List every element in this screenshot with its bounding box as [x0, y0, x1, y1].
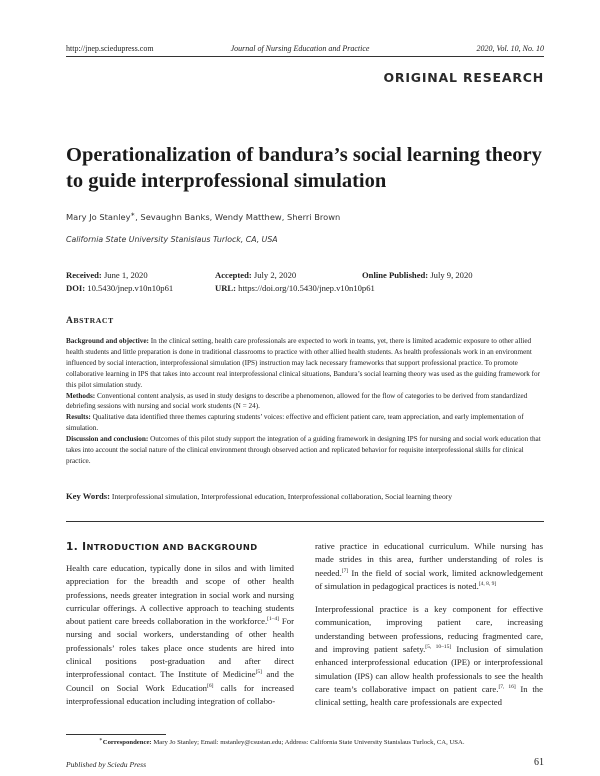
published-label: Online Published:: [362, 270, 429, 280]
url-value[interactable]: https://doi.org/10.5430/jnep.v10n10p61: [238, 283, 375, 293]
publisher: Published by Sciedu Press: [66, 760, 147, 769]
published-value: July 9, 2020: [430, 270, 473, 280]
title-line-2: to guide interprofessional simulation: [66, 170, 387, 192]
keywords-text: Interprofessional simulation, Interprofessional education, Interprofessional collaboration, Social learning theory: [111, 492, 453, 501]
article-title: [66, 142, 546, 194]
paragraph: Health care education, typically done in silos and with limited appreciation for the breadth and scope of other health professions, needs greater integration in social work and nursing curricular offerings. A collective approach to teaching students about patient care breeds collaboration in the workforce.[1–4] For nursing and social workers, understanding of other health professionals’ roles takes place once students are hired into clinical positions post-graduation and after direct interprofessional contact. The Institute of Medicine[5] and the Council on Social Work Education[6] calls for increased interprofessional education including integration of collabo-: [66, 563, 294, 706]
abstract-background: Background and objective: In the clinical setting, health care professionals are expected to work in teams, yet, there is limited academic exposure to other allied health students and little preparation is done in traditional classrooms to practice with other allied health students. As health professionals work in an environment influenced by social interaction, interprofessional simulation (IPS) instruction may lack necessary frameworks that support professional practice. To promote collaborative learning in IPS that takes into account real interprofessional clinical situations, Bandura’s social learning theory was used as the guiding framework for this pilot simulation study.: [66, 337, 541, 389]
received-label: Received:: [66, 270, 102, 280]
paragraph: Interprofessional practice is a key component for effective communication, improving patient care, increasing understanding between professions, reducing fragmented care, and improving patient safety.[5, 10–15] Inclusion of simulation enhanced interprofessional education (IPE) or interprofessional simulation (IPS) can allow health professionals to see the health care team’s collaborative impact on patient care.[7, 16] In the clinical setting, health care professionals are expected: [315, 604, 544, 708]
body-left-column: [66, 562, 294, 708]
keywords: [66, 491, 546, 501]
correspondence-footnote: ∗Correspondence: Mary Jo Stanley; Email: mstanley@csustan.edu; Address: California State University Stanislaus Turlock, CA, USA.: [99, 736, 465, 746]
section-label: ORIGINAL RESEARCH: [383, 70, 544, 85]
url-label: URL:: [215, 283, 237, 293]
accepted-date: [215, 270, 296, 280]
citation[interactable]: [7, 16]: [498, 684, 516, 691]
abstract-results: Results: Qualitative data identified three themes capturing students’ voices: effective and efficient patient care, team appreciation, and early implementation of simulation.: [66, 413, 524, 433]
article-url: [215, 283, 375, 293]
abstract-methods: Methods: Conventional content analysis, as used in study designs to describe a phenomenon, allowed for the flow of categories to be derived from standardized debriefing sessions with nursing and social work students (N = 24).: [66, 391, 528, 411]
author-rest: , Sevaughn Banks, Wendy Matthew, Sherri Brown: [135, 212, 341, 222]
author-first: Mary Jo Stanley: [66, 212, 131, 222]
correspondence-label: Correspondence:: [102, 739, 152, 746]
keywords-label: Key Words:: [66, 491, 111, 501]
citation[interactable]: [6]: [207, 682, 214, 689]
header-issue: 2020, Vol. 10, No. 10: [476, 44, 544, 53]
header-rule: [66, 56, 544, 57]
abstract-heading: ABSTRACT: [66, 316, 114, 326]
citation[interactable]: [4, 8, 9]: [478, 581, 497, 587]
citation[interactable]: [5, 10–15]: [425, 644, 452, 651]
header-url[interactable]: http://jnep.sciedupress.com: [66, 44, 154, 53]
title-line-1: Operationalization of bandura’s social learning theory: [66, 144, 542, 166]
abstract-body: [66, 336, 546, 467]
doi: [66, 283, 173, 293]
received-value: June 1, 2020: [103, 270, 148, 280]
citation[interactable]: [5]: [255, 669, 262, 676]
abstract-discussion: Discussion and conclusion: Outcomes of this pilot study support the integration of a guiding framework in designing IPS for nursing and social work education that takes into account the social nature of the clinical environment through observed action and replicated behavior for requisite interprofessional skills for clinical practice.: [66, 435, 541, 465]
paragraph: rative practice in educational curriculum. While nursing has made strides in this area, further understanding of roles is needed.[7] In the field of social work, limited acknowledgement of simulation in pedagogical practices is noted.[4, 8, 9]: [315, 541, 543, 591]
page-number: 61: [534, 757, 544, 768]
section-heading: 1. INTRODUCTION AND BACKGROUND: [66, 541, 258, 553]
citation[interactable]: [7]: [341, 567, 349, 574]
affiliation: California State University Stanislaus Turlock, CA, USA: [66, 235, 278, 244]
author-list: [66, 212, 340, 222]
corresponding-mark: ∗: [130, 212, 136, 219]
citation[interactable]: [1–4]: [267, 616, 280, 623]
header-journal: Journal of Nursing Education and Practice: [230, 44, 370, 53]
received-date: [66, 270, 148, 280]
correspondence-text: Mary Jo Stanley; Email: mstanley@csustan.edu; Address: California State University Stanislaus Turlock, CA, USA.: [153, 739, 465, 746]
footnote-rule: [66, 734, 166, 735]
doi-value[interactable]: 10.5430/jnep.v10n10p61: [87, 283, 174, 293]
accepted-label: Accepted:: [215, 270, 252, 280]
accepted-value: July 2, 2020: [253, 270, 297, 280]
doi-label: DOI:: [66, 283, 86, 293]
abstract-rule: [66, 521, 544, 522]
published-date: [362, 270, 473, 280]
body-right-column: [315, 540, 543, 710]
